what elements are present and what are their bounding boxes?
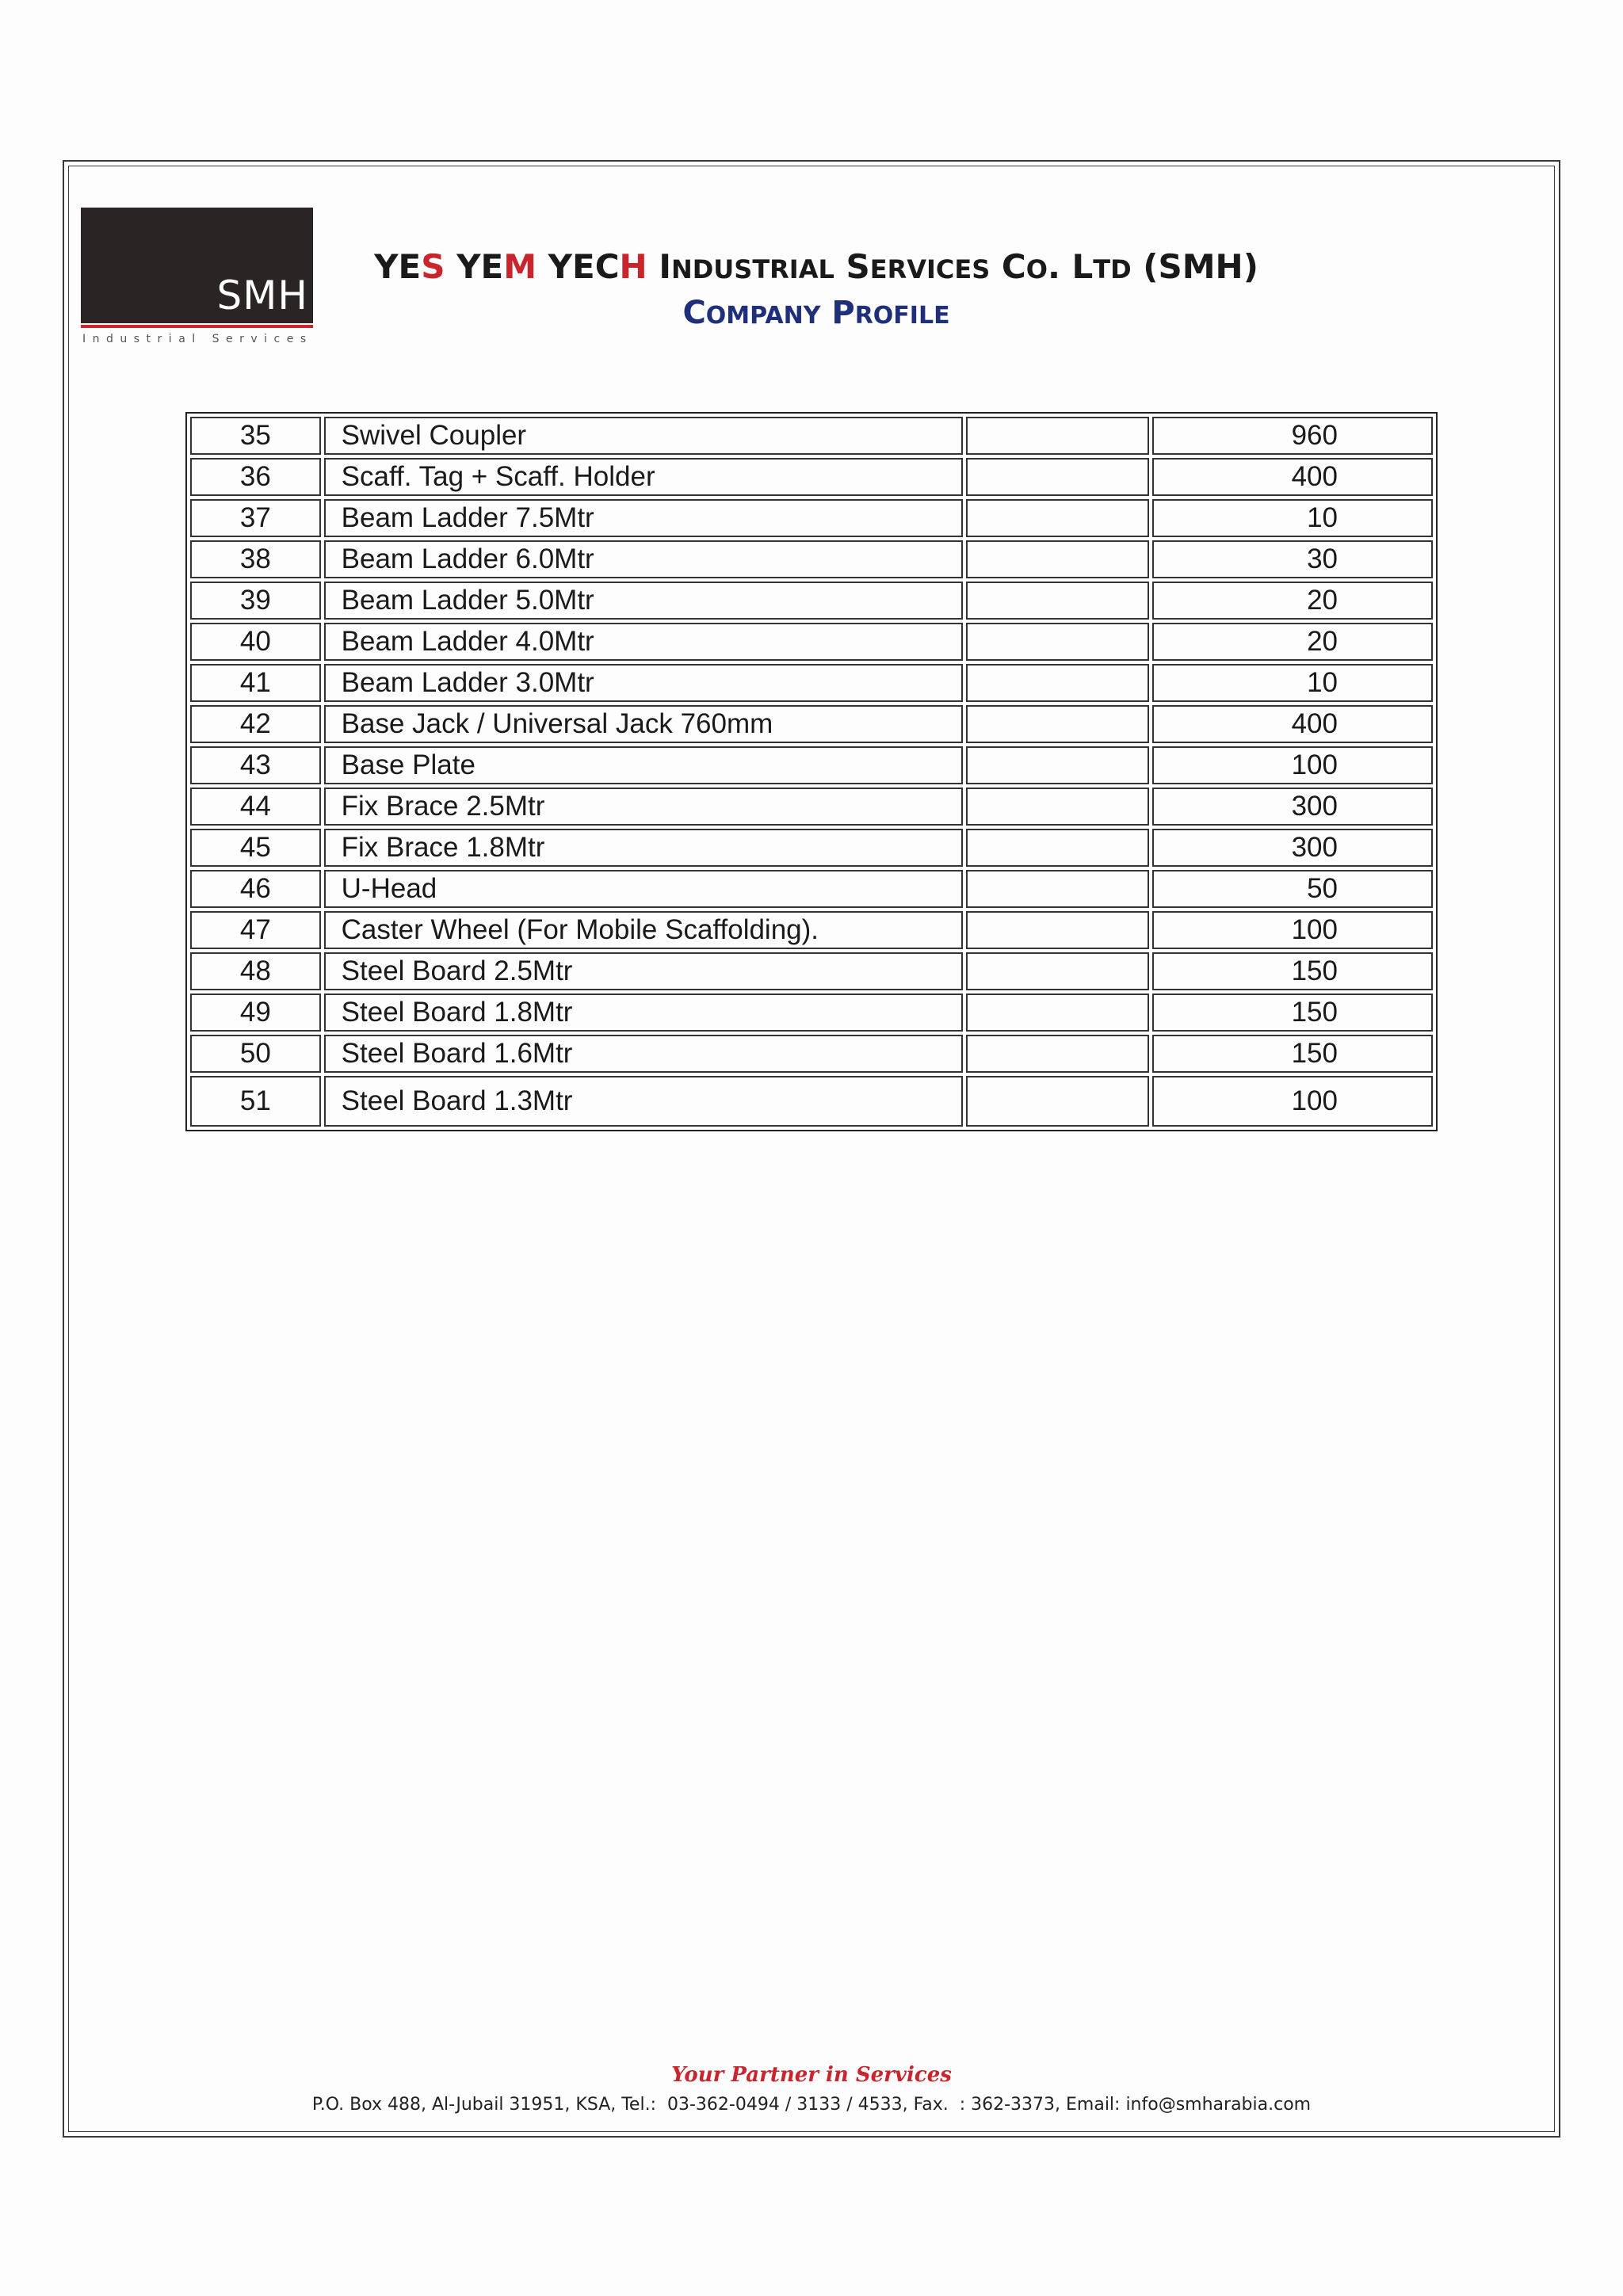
item-number-cell: 39 <box>190 582 321 620</box>
blank-cell <box>966 417 1149 455</box>
item-number-cell: 49 <box>190 994 321 1032</box>
item-quantity-cell: 20 <box>1152 623 1433 661</box>
item-number-cell: 36 <box>190 458 321 496</box>
item-description-cell: Base Plate <box>324 746 963 784</box>
footer-tagline: Your Partner in Services <box>671 2063 952 2087</box>
item-quantity-cell: 150 <box>1152 1035 1433 1073</box>
blank-cell <box>966 458 1149 496</box>
item-number-cell: 45 <box>190 829 321 867</box>
item-description-cell: Base Jack / Universal Jack 760mm <box>324 705 963 743</box>
blank-cell <box>966 994 1149 1032</box>
item-description-cell: Beam Ladder 7.5Mtr <box>324 499 963 537</box>
item-description-cell: Steel Board 1.3Mtr <box>324 1076 963 1127</box>
table-row <box>190 1076 1433 1127</box>
item-description-cell: Steel Board 1.6Mtr <box>324 1035 963 1073</box>
item-description-cell: U-Head <box>324 870 963 908</box>
item-description-cell: Beam Ladder 4.0Mtr <box>324 623 963 661</box>
item-quantity-cell: 100 <box>1152 746 1433 784</box>
blank-cell <box>966 911 1149 949</box>
blank-cell <box>966 952 1149 990</box>
table-row <box>190 788 1433 826</box>
title-part: H <box>619 247 647 286</box>
item-description-cell: Fix Brace 1.8Mtr <box>324 829 963 867</box>
item-description-cell: Fix Brace 2.5Mtr <box>324 788 963 826</box>
item-quantity-cell: 400 <box>1152 458 1433 496</box>
item-description-cell: Scaff. Tag + Scaff. Holder <box>324 458 963 496</box>
table-row <box>190 829 1433 867</box>
item-quantity-cell: 10 <box>1152 664 1433 702</box>
item-quantity-cell: 150 <box>1152 952 1433 990</box>
item-number-cell: 46 <box>190 870 321 908</box>
blank-cell <box>966 1076 1149 1127</box>
company-profile-heading <box>301 295 1331 331</box>
item-description-cell: Beam Ladder 3.0Mtr <box>324 664 963 702</box>
item-description-cell: Steel Board 1.8Mtr <box>324 994 963 1032</box>
subtitle-part: OMPANY <box>705 302 821 330</box>
item-quantity-cell: 300 <box>1152 829 1433 867</box>
table-row <box>190 994 1433 1032</box>
item-number-cell: 42 <box>190 705 321 743</box>
title-part: YE <box>374 247 422 286</box>
inventory-table <box>185 412 1438 1131</box>
item-number-cell: 50 <box>190 1035 321 1073</box>
table-row <box>190 952 1433 990</box>
footer-address: P.O. Box 488, Al-Jubail 31951, KSA, Tel.: 03-362-0494 / 3133 / 4533, Fax. : 362-3373, Email: info@smharabia.com <box>311 2095 1312 2115</box>
item-number-cell: 35 <box>190 417 321 455</box>
title-part: TD <box>1093 254 1132 284</box>
table-row <box>190 499 1433 537</box>
blank-cell <box>966 623 1149 661</box>
item-quantity-cell: 50 <box>1152 870 1433 908</box>
item-number-cell: 43 <box>190 746 321 784</box>
blank-cell <box>966 705 1149 743</box>
item-number-cell: 47 <box>190 911 321 949</box>
blank-cell <box>966 540 1149 578</box>
item-number-cell: 40 <box>190 623 321 661</box>
item-number-cell: 48 <box>190 952 321 990</box>
item-description-cell: Beam Ladder 5.0Mtr <box>324 582 963 620</box>
subtitle-part: C <box>682 295 706 331</box>
table-row <box>190 911 1433 949</box>
table-row <box>190 705 1433 743</box>
item-description-cell: Caster Wheel (For Mobile Scaffolding). <box>324 911 963 949</box>
item-number-cell: 51 <box>190 1076 321 1127</box>
blank-cell <box>966 746 1149 784</box>
table-row <box>190 1035 1433 1073</box>
title-part: S <box>421 247 445 286</box>
company-logo <box>81 208 313 346</box>
subtitle-part: P <box>820 295 855 331</box>
item-quantity-cell: 400 <box>1152 705 1433 743</box>
title-part: YEC <box>536 247 620 286</box>
title-part: M <box>503 247 537 286</box>
item-quantity-cell: 100 <box>1152 1076 1433 1127</box>
table-row <box>190 540 1433 578</box>
title-part: (SMH) <box>1131 247 1258 286</box>
logo-subtext: Industrial Services <box>82 333 313 345</box>
item-quantity-cell: 100 <box>1152 911 1433 949</box>
blank-cell <box>966 829 1149 867</box>
blank-cell <box>966 582 1149 620</box>
table-row <box>190 664 1433 702</box>
title-part: YE <box>445 247 504 286</box>
title-part: S <box>834 247 870 286</box>
item-description-cell: Beam Ladder 6.0Mtr <box>324 540 963 578</box>
blank-cell <box>966 788 1149 826</box>
title-part: . L <box>1047 247 1094 286</box>
table-row <box>190 458 1433 496</box>
item-quantity-cell: 150 <box>1152 994 1433 1032</box>
title-part: ERVICES <box>869 254 991 284</box>
item-quantity-cell: 960 <box>1152 417 1433 455</box>
blank-cell <box>966 1035 1149 1073</box>
item-quantity-cell: 30 <box>1152 540 1433 578</box>
subtitle-part: ROFILE <box>854 302 950 330</box>
blank-cell <box>966 499 1149 537</box>
logo-accent-line <box>81 325 313 328</box>
blank-cell <box>966 664 1149 702</box>
logo-text: SMH <box>216 273 308 318</box>
title-part: I <box>647 247 671 286</box>
item-number-cell: 38 <box>190 540 321 578</box>
company-name-heading <box>301 247 1331 286</box>
logo-background <box>81 208 313 323</box>
table-row <box>190 417 1433 455</box>
item-quantity-cell: 300 <box>1152 788 1433 826</box>
item-description-cell: Swivel Coupler <box>324 417 963 455</box>
title-part: C <box>990 247 1026 286</box>
table-row <box>190 870 1433 908</box>
table-row <box>190 582 1433 620</box>
blank-cell <box>966 870 1149 908</box>
item-quantity-cell: 20 <box>1152 582 1433 620</box>
item-quantity-cell: 10 <box>1152 499 1433 537</box>
title-part: NDUSTRIAL <box>670 254 834 284</box>
table-row <box>190 746 1433 784</box>
item-number-cell: 44 <box>190 788 321 826</box>
table-row <box>190 623 1433 661</box>
item-number-cell: 37 <box>190 499 321 537</box>
item-number-cell: 41 <box>190 664 321 702</box>
item-description-cell: Steel Board 2.5Mtr <box>324 952 963 990</box>
title-part: O <box>1025 254 1048 284</box>
